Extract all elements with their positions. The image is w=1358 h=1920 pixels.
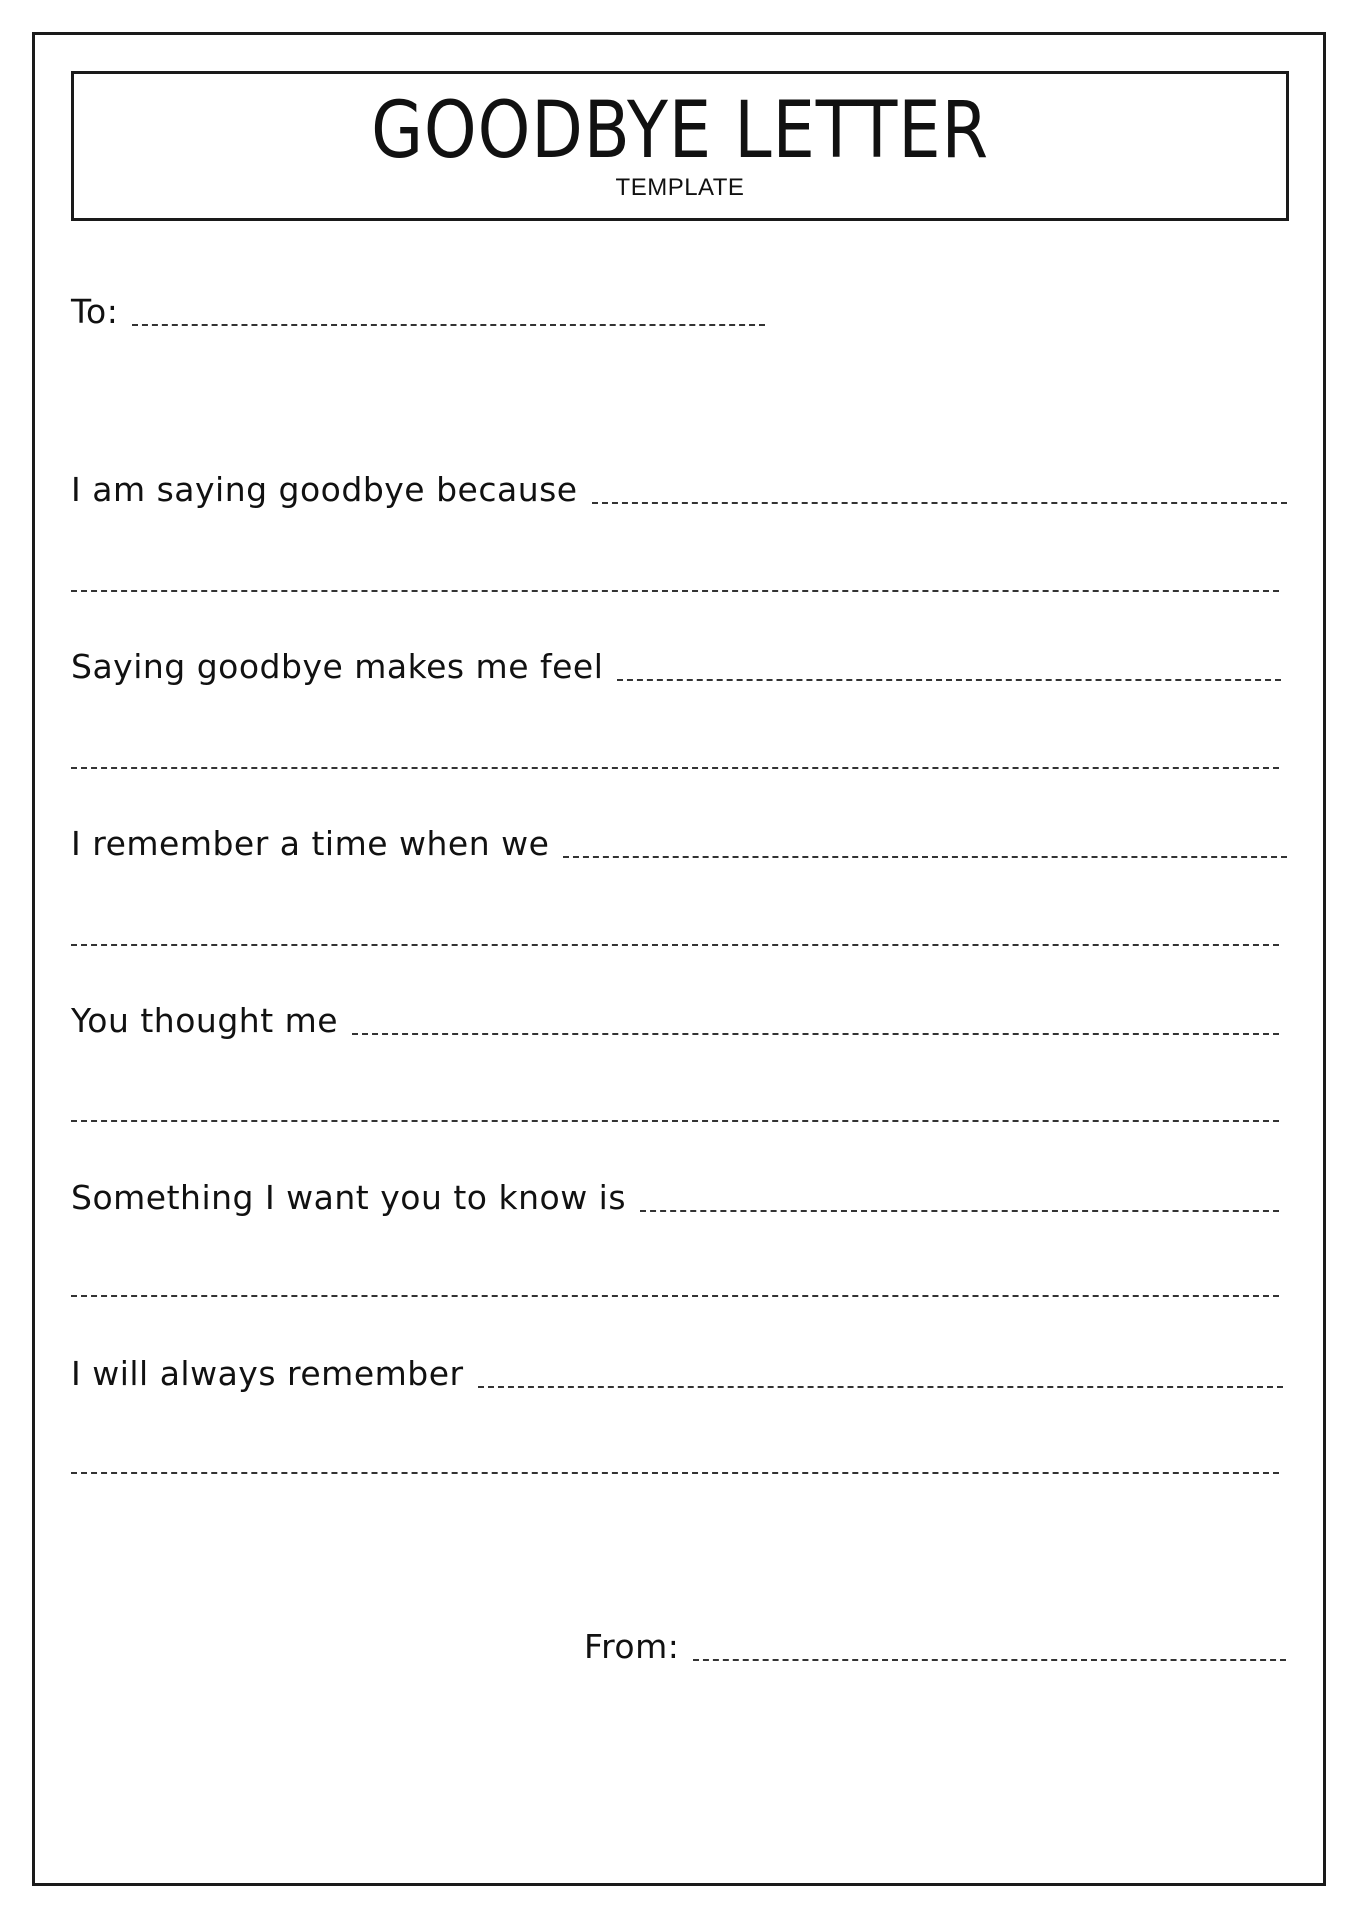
prompt-line-remember-time[interactable] xyxy=(563,856,1287,858)
title-box xyxy=(71,71,1289,221)
prompt-line-because[interactable] xyxy=(592,502,1287,504)
prompt-label-because: I am saying goodbye because xyxy=(71,470,578,509)
prompt-line-want-know[interactable] xyxy=(640,1210,1279,1212)
prompt-label-remember-time: I remember a time when we xyxy=(71,824,550,863)
prompt-line-thought[interactable] xyxy=(352,1033,1279,1035)
prompt-field-thought[interactable] xyxy=(71,997,1279,1041)
prompt-label-thought: You thought me xyxy=(71,1001,339,1040)
prompt-label-feel: Saying goodbye makes me feel xyxy=(71,647,604,686)
prompt-label-always-remember: I will always remember xyxy=(71,1354,464,1393)
blank-line-1[interactable] xyxy=(71,590,1279,592)
prompt-line-always-remember[interactable] xyxy=(478,1386,1283,1388)
prompt-field-always-remember[interactable] xyxy=(71,1350,1283,1394)
to-field[interactable] xyxy=(71,288,765,332)
prompt-field-feel[interactable] xyxy=(71,643,1281,687)
to-label: To: xyxy=(71,292,119,331)
page-title: GOODBYE LETTER xyxy=(371,86,989,176)
from-field[interactable] xyxy=(584,1623,1286,1667)
prompt-field-remember-time[interactable] xyxy=(71,820,1287,864)
blank-line-3[interactable] xyxy=(71,944,1279,946)
from-line[interactable] xyxy=(693,1659,1286,1661)
blank-line-6[interactable] xyxy=(71,1472,1279,1474)
prompt-label-want-know: Something I want you to know is xyxy=(71,1178,627,1217)
blank-line-5[interactable] xyxy=(71,1295,1279,1297)
blank-line-4[interactable] xyxy=(71,1120,1279,1122)
from-label: From: xyxy=(584,1627,680,1666)
blank-line-2[interactable] xyxy=(71,767,1279,769)
page-subtitle: TEMPLATE xyxy=(615,174,745,201)
prompt-line-feel[interactable] xyxy=(617,679,1281,681)
prompt-field-want-know[interactable] xyxy=(71,1174,1279,1218)
prompt-field-because[interactable] xyxy=(71,466,1287,510)
to-line[interactable] xyxy=(132,324,765,326)
